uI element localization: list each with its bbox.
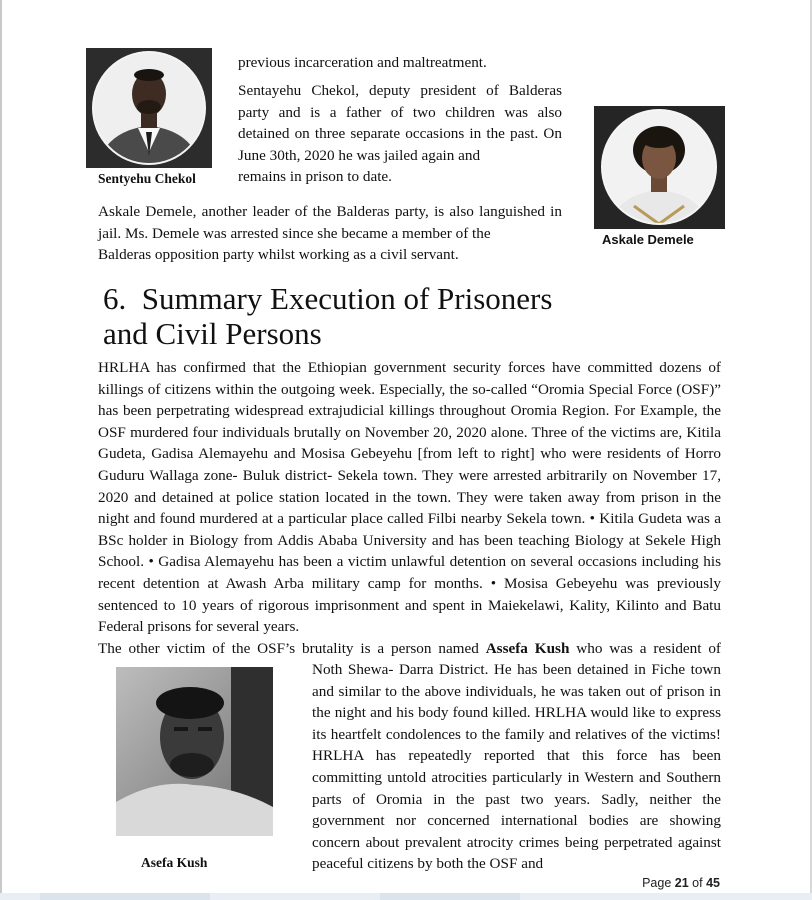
paragraph bbox=[312, 659, 721, 875]
section-title-line1: Summary Execution of Prisoners bbox=[141, 281, 553, 316]
current-page: 21 bbox=[674, 876, 689, 890]
section-number: 6. bbox=[103, 281, 127, 316]
paragraph bbox=[98, 357, 721, 638]
total-pages: 45 bbox=[706, 876, 720, 890]
paragraph-text: Balderas opposition party whilst working as a civil servant. bbox=[98, 246, 459, 263]
page-number bbox=[642, 876, 720, 890]
askale-caption: Askale Demele bbox=[602, 232, 694, 247]
page-edge bbox=[0, 0, 2, 895]
text-line: previous incarceration and maltreatment. bbox=[238, 54, 487, 71]
paragraph-last-line bbox=[98, 244, 562, 266]
victim-name: Assefa Kush bbox=[485, 640, 570, 657]
paragraph-text: The other victim of the OSF’s brutality is a person named bbox=[98, 640, 486, 657]
askale-photo bbox=[594, 106, 725, 229]
paragraph-text: Sentayehu Chekol, deputy president of Balderas party and is a father of two children was also detained on three separate occasions in the past. On June 30th, 2020 he was jailed again and bbox=[238, 82, 562, 164]
text-block bbox=[238, 52, 562, 78]
asefa-caption: Asefa Kush bbox=[141, 855, 208, 870]
paragraph bbox=[98, 638, 721, 660]
sentayehu-caption: Sentyehu Chekol bbox=[98, 171, 196, 186]
asefa-photo bbox=[116, 667, 273, 836]
section-heading bbox=[103, 281, 552, 351]
page-label: Page bbox=[642, 876, 672, 890]
paragraph-text: remains in prison to date. bbox=[238, 168, 392, 185]
section-title-line2: and Civil Persons bbox=[103, 316, 322, 351]
paragraph-text: Noth Shewa- Darra District. He has been detained in Fiche town and similar to the above individuals, he was taken out of prison in the night and his body found killed. HRLHA would like to express its heartfelt condolences to the family and relatives of the victims! HRLHA has repeatedly reported that this force has been committing untold atrocities particularly in Western and Southern parts of Oromia in the past two years. Sadly, neither the government nor concerned international bodies are showing concern about prevalent atrocity crimes being perpetrated against peaceful citizens by both the OSF and bbox=[312, 661, 721, 873]
strip-segment bbox=[380, 893, 520, 900]
portrait-woman-icon bbox=[594, 106, 725, 229]
paragraph-text: HRLHA has confirmed that the Ethiopian government security forces have committed dozens of killings of citizens within the outgoing week. Especially, the so-called “Oromia Special Force (OSF)” has been perpetrating widespread extrajudicial killings throughout Oromia Region. For Example, the OSF murdered four individuals brutally on November 20, 2020 alone. Three of the victims are, Kitila Gudeta, Gadisa Alemayehu and Mosisa Gebeyehu [from left to right] who were residents of Horro Guduru Wallaga zone- Buluk district- Sekela town. They were arrested arbitrarily on November 17, 2020 and detained at police station located in the town. They were taken away from prison in the night and found murdered at a particular place called Filbi nearby Sekela town. • Kitila Gudeta was a BSc holder in Biology from Addis Ababa University and has been teaching Biology at Sekele High School. • Gadisa Alemayehu has been a victim unlawful detention on several occasions including his recent detention at Awash Arba military camp for months. • Mosisa Gebeyehu was previously sentenced to 10 years of rigorous imprisonment and spent in Maiekelawi, Kality, Kilinto and Batu Federal prisons for several years. bbox=[98, 359, 721, 636]
paragraph bbox=[98, 201, 562, 244]
strip-segment bbox=[40, 893, 210, 900]
bottom-scroll-strip bbox=[0, 893, 812, 900]
paragraph-last-line bbox=[238, 166, 562, 188]
of-label: of bbox=[692, 876, 703, 890]
sentayehu-photo bbox=[86, 48, 212, 168]
portrait-man-bw-icon bbox=[116, 667, 273, 836]
paragraph bbox=[238, 80, 562, 166]
portrait-man-suit-icon bbox=[86, 48, 212, 168]
paragraph-text: who was a resident of bbox=[569, 640, 721, 657]
paragraph-text: Askale Demele, another leader of the Balderas party, is also languished in jail. Ms. Demele was arrested since she became a member of the bbox=[98, 203, 562, 242]
paragraph-first-line bbox=[98, 638, 721, 660]
